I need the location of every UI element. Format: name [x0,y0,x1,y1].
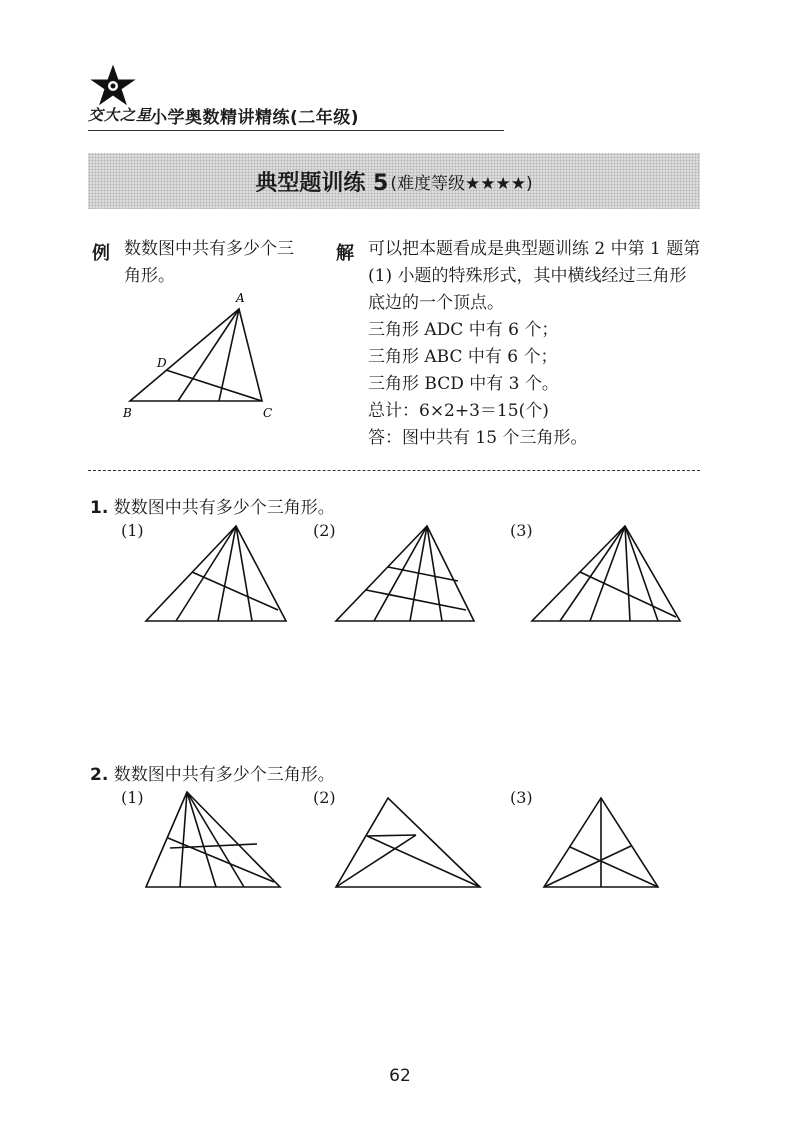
dashed-divider [88,470,700,471]
question-2-prompt: 2. 数数图中共有多少个三角形。 [90,765,335,785]
header-rule [88,130,504,131]
example-text-line1: 数数图中共有多少个三 [124,239,294,259]
example-outer-triangle [130,309,262,401]
section-title: 典型题训练 5 [255,170,389,196]
question-2-number: 2 [90,765,102,785]
solution-line: 答：图中共有 15 个三角形。 [368,428,588,448]
solution-block [368,236,708,452]
q2-sub-label-2: (2) [313,788,336,807]
example-triangle-figure [115,290,290,425]
section-banner [88,153,700,209]
solution-line: 总计：6×2+3＝15(个) [368,401,549,421]
example-text-line2: 角形。 [124,266,175,286]
difficulty-rating: (难度等级★★★★) [390,173,533,194]
question-2-text: 数数图中共有多少个三角形。 [113,765,335,785]
star-logo-icon [88,64,138,108]
brand-logo-text: 交大之星 [88,106,153,124]
q1-sub-label-1: (1) [121,521,144,540]
q1-figure-2 [330,520,490,630]
q1-figure-3 [528,520,688,630]
book-title: 小学奥数精讲精练(二年级) [150,108,360,128]
q1-sub-label-3: (3) [510,521,533,540]
solution-line: (1) 小题的特殊形式，其中横线经过三角形 [368,266,687,286]
q1-sub-label-2: (2) [313,521,336,540]
solution-line: 三角形 ADC 中有 6 个； [368,320,559,340]
q2-sub-label-1: (1) [121,788,144,807]
solution-line: 三角形 BCD 中有 3 个。 [368,374,559,394]
point-a-label: A [236,291,245,305]
q2-figure-2 [330,786,490,896]
q2-figure-3 [530,786,680,896]
page-number: 62 [389,1066,411,1086]
point-d-label: D [157,356,167,370]
point-c-label: C [263,406,273,420]
solution-line: 三角形 ABC 中有 6 个； [368,347,558,367]
question-1-text: 数数图中共有多少个三角形。 [113,498,335,518]
solution-line: 底边的一个顶点。 [368,293,504,313]
example-label: 例 [92,243,110,264]
question-1-prompt: 1. 数数图中共有多少个三角形。 [90,498,335,518]
point-b-label: B [123,406,132,420]
q2-sub-label-3: (3) [510,788,533,807]
q1-figure-1 [140,520,300,630]
solution-line: 可以把本题看成是典型题训练 2 中第 1 题第 [368,239,701,259]
question-1-number: 1 [90,498,102,518]
solution-label: 解 [336,243,354,264]
q2-figure-1 [140,786,300,896]
